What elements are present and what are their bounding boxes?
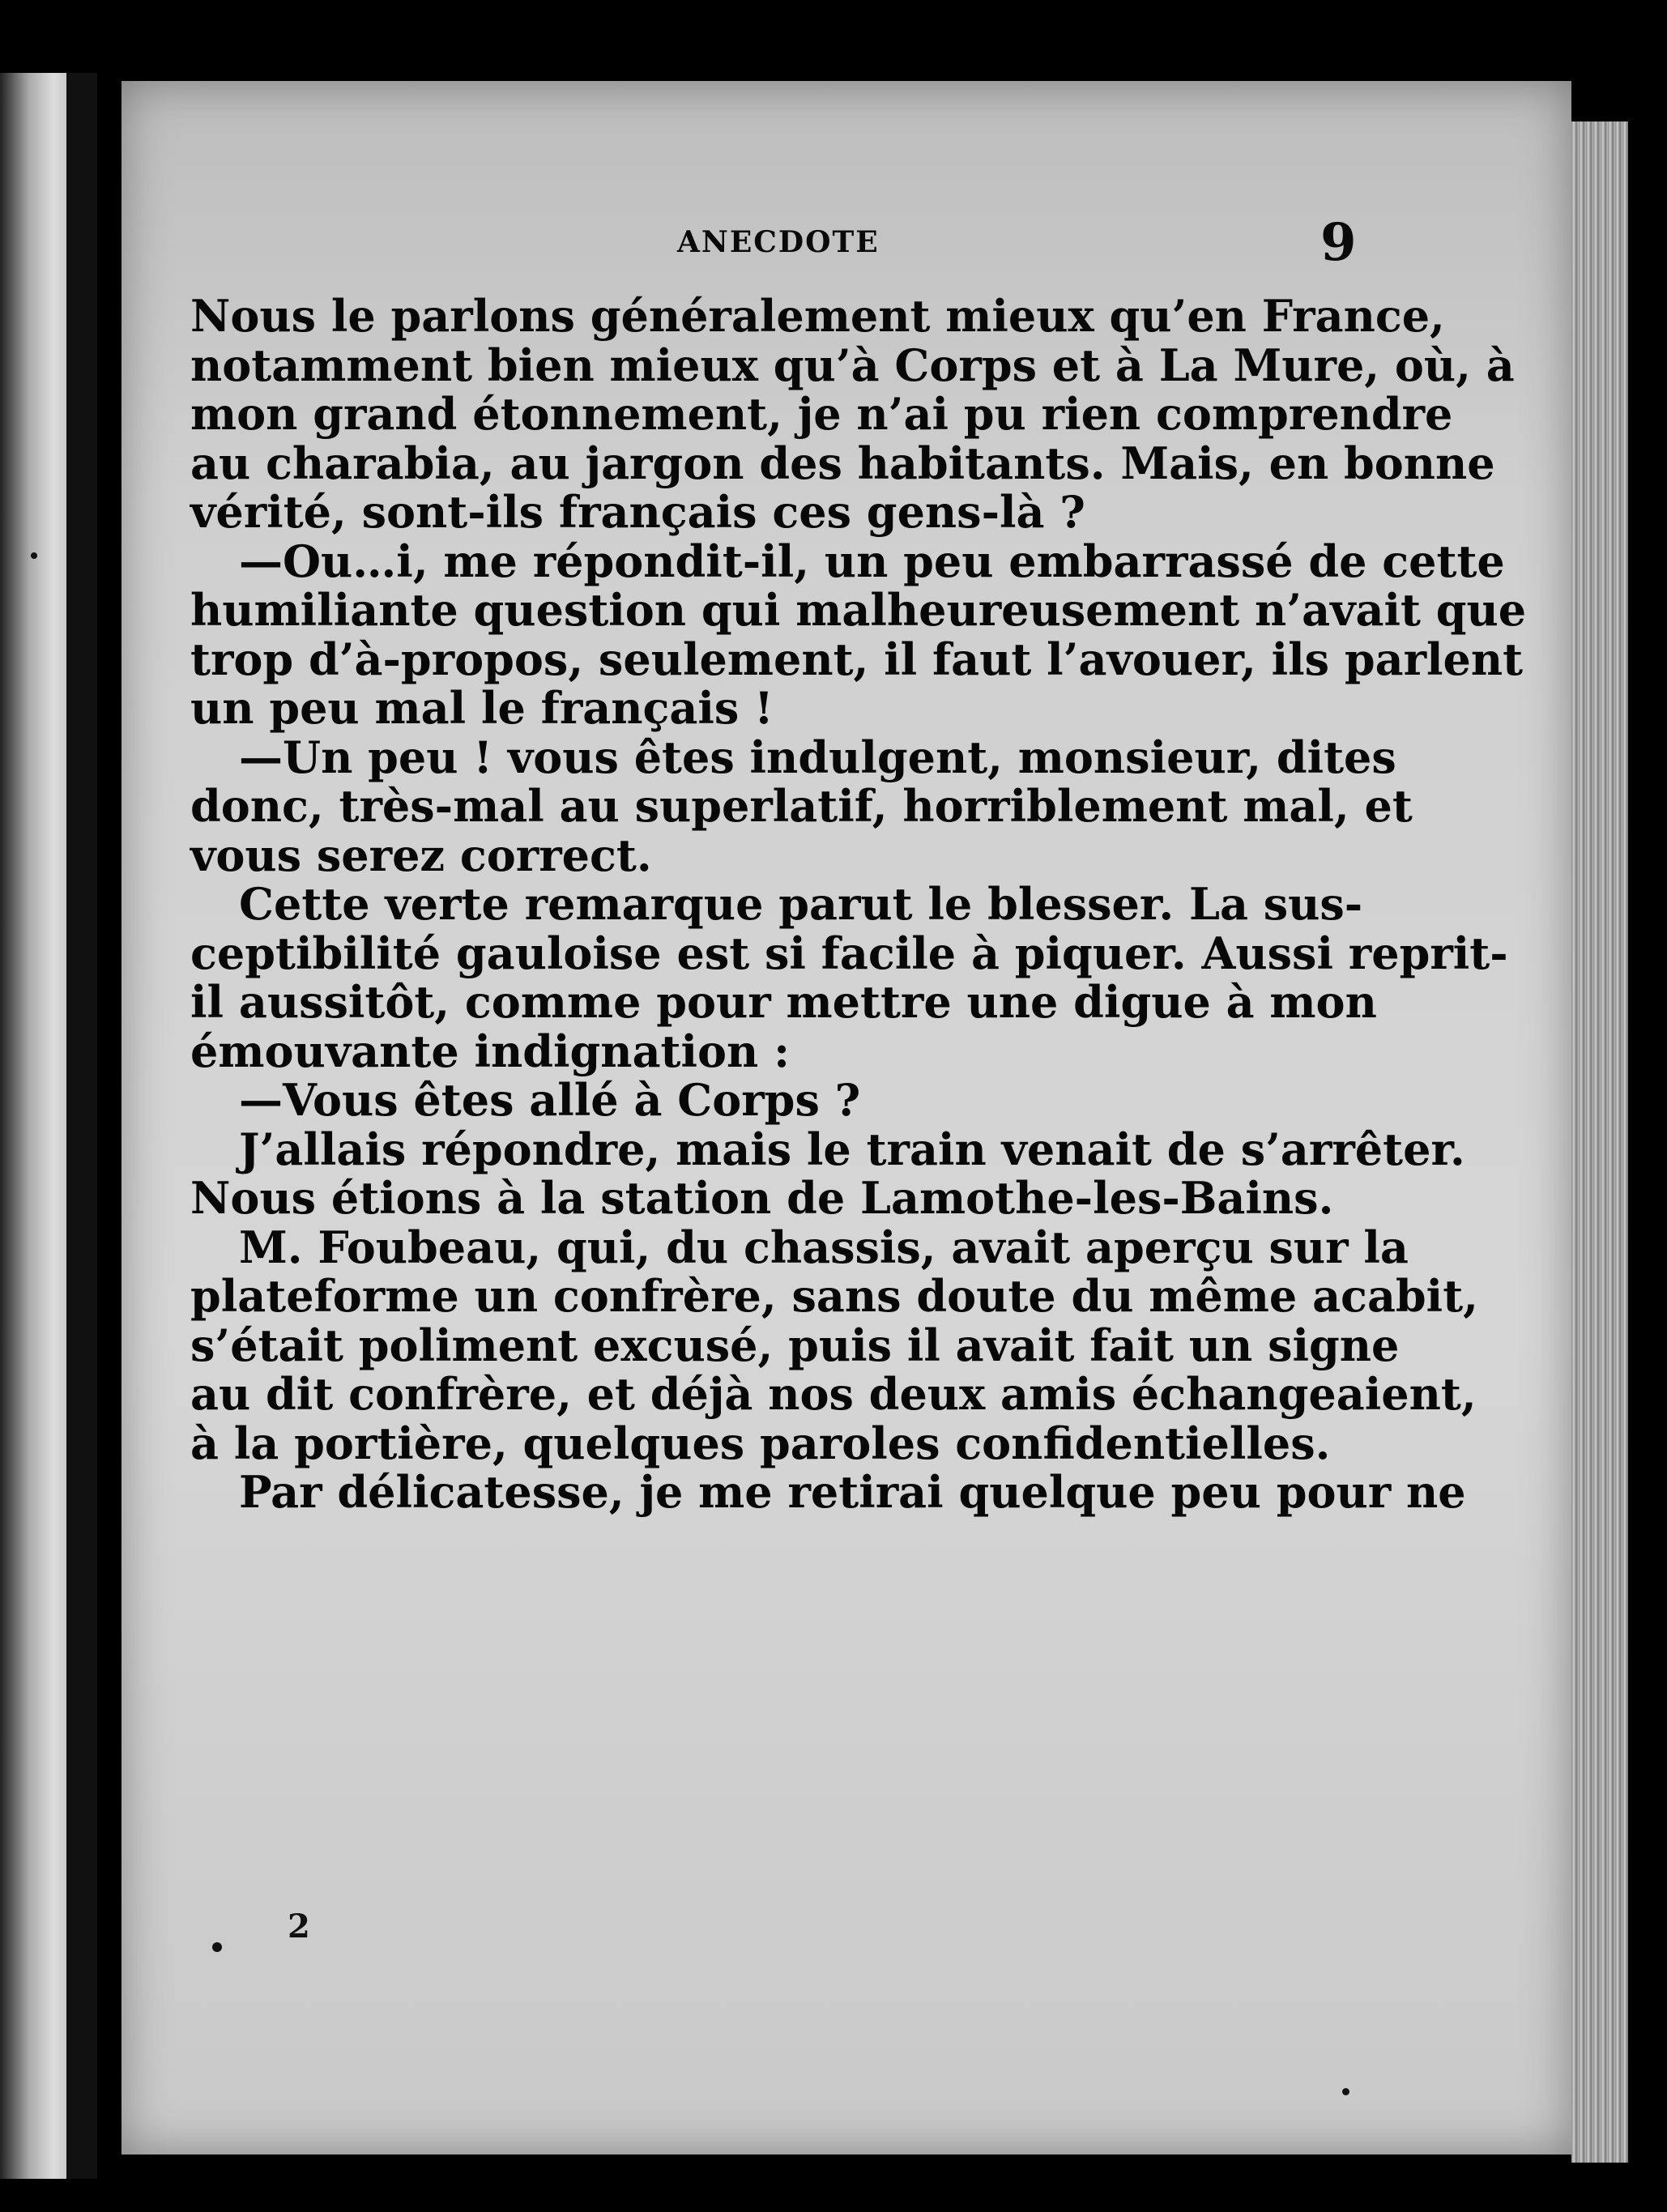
text-line: plateforme un confrère, sans doute du même acabit, [190,1270,1478,1322]
text-line: ceptibilité gauloise est si facile à piquer. Aussi reprit- [190,927,1508,979]
text-line: notamment bien mieux qu’à Corps et à La Mure, où, à [190,339,1515,391]
text-line: trop d’à-propos, seulement, il faut l’avouer, ils parlent [190,633,1524,685]
text-line: —Un peu ! vous êtes indulgent, monsieur, dites [239,731,1396,783]
text-line: humiliante question qui malheureusement n’avait que [190,584,1527,636]
text-line: J’allais répondre, mais le train venait de s’arrêter. [239,1123,1465,1175]
text-line: Par délicatesse, je me retirai quelque peu pour ne [239,1466,1466,1518]
body-text [190,290,1527,1518]
text-line: M. Foubeau, qui, du chassis, avait aperçu sur la [239,1221,1409,1273]
text-line: au charabia, au jargon des habitants. Mais, en bonne [190,437,1495,489]
ink-speck [212,1942,222,1952]
text-line: s’était poliment excusé, puis il avait fait un signe [190,1319,1400,1371]
ink-speck [31,552,37,559]
text-line: à la portière, quelques paroles confidentielles. [190,1417,1331,1469]
text-line: mon grand étonnement, je n’ai pu rien comprendre [190,388,1453,440]
text-line: Cette verte remarque parut le blesser. La sus- [239,878,1363,930]
text-line: Nous le parlons généralement mieux qu’en France, [190,290,1445,342]
text-line: Nous étions à la station de Lamothe-les-Bains. [190,1172,1334,1224]
text-line: vérité, sont-ils français ces gens-là ? [190,486,1085,538]
ink-speck [1342,2088,1349,2095]
page-stack-edge [1571,121,1628,2163]
text-line: —Ou…i, me répondit-il, un peu embarrassé de cette [239,535,1505,587]
page-number: 9 [1320,212,1357,273]
signature-mark: 2 [288,1907,310,1946]
text-line: —Vous êtes allé à Corps ? [239,1074,861,1126]
text-line: il aussitôt, comme pour mettre une digue à mon [190,976,1377,1028]
text-line: au dit confrère, et déjà nos deux amis échangeaient, [190,1368,1477,1420]
binding-shadow [66,73,97,2179]
text-line: vous serez correct. [190,829,652,881]
text-line: émouvante indignation : [190,1025,791,1077]
text-line: donc, très-mal au superlatif, horriblement mal, et [190,780,1413,832]
text-line: un peu mal le français ! [190,682,774,734]
running-head: ANECDOTE [677,225,880,259]
